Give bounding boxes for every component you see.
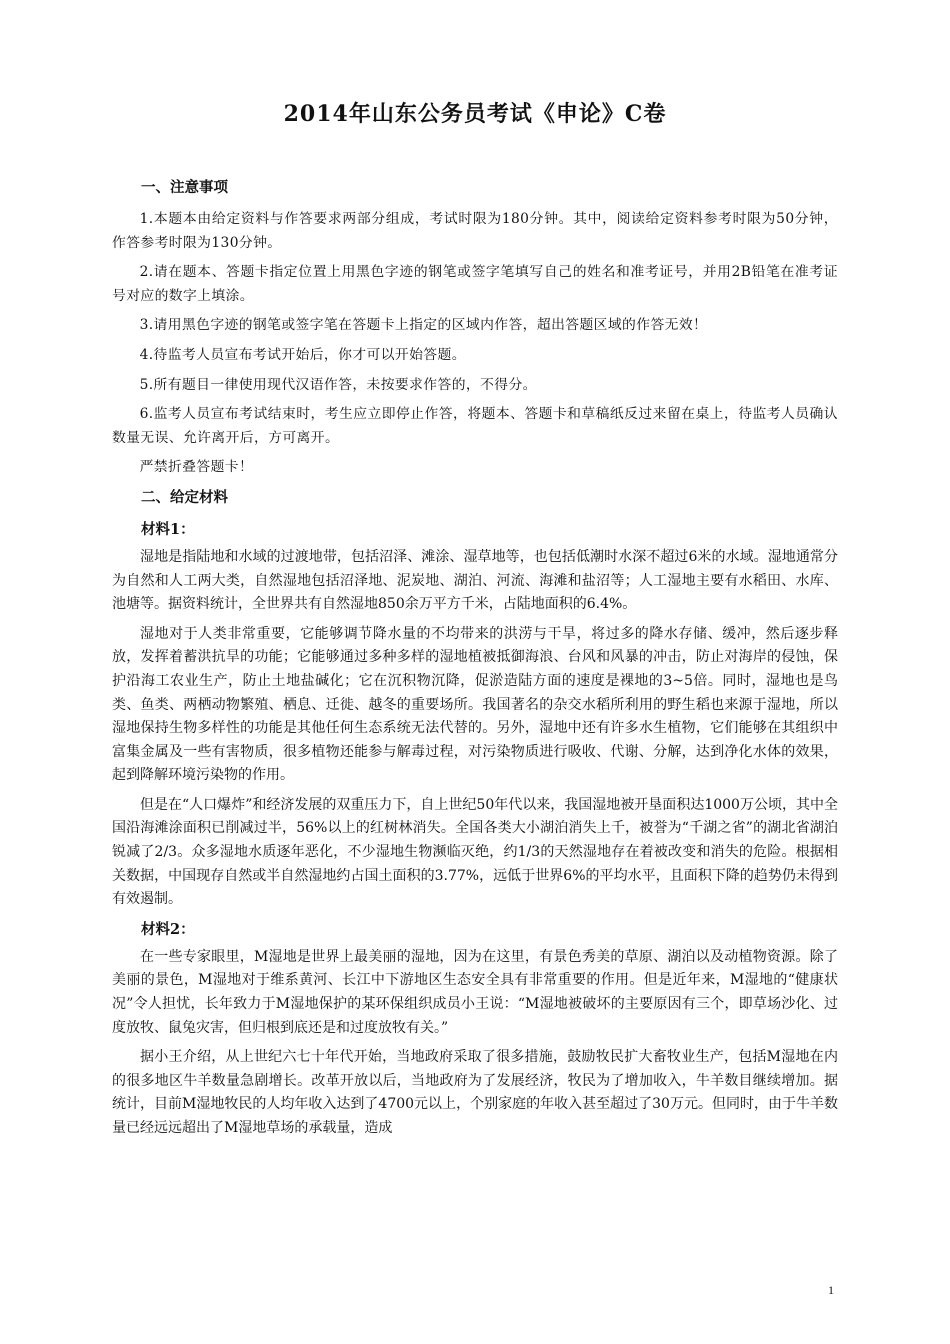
section-heading-notice: 一、注意事项 [141,179,228,196]
material-2-paragraph: 据小王介绍，从上世纪六七十年代开始，当地政府采取了很多措施，鼓励牧民扩大畜牧业生产，包括M湿地在内的很多地区牛羊数量急剧增长。改革开放以后，当地政府为了发展经济，牧民为了增加收入，牛羊数目继续增加。据统计，目前M湿地牧民的人均年收入达到了4700元以上，个别家庭的年收入甚至超过了30万元。但同时，由于牛羊数量已经远远超出了M湿地草场的承载量，造成 [112,1049,838,1136]
document-title: 2014年山东公务员考试《申论》C卷 [283,101,667,127]
section-heading-materials: 二、给定材料 [141,488,228,506]
materials-section [112,486,838,1141]
notice-item: 3.请用黑色字迹的钢笔或签字笔在答题卡上指定的区域内作答，超出答题区域的作答无效！ [139,317,708,334]
material-1-paragraph: 湿地是指陆地和水域的过渡地带，包括沼泽、滩涂、湿草地等，也包括低潮时水深不超过6米的水域。湿地通常分为自然和人工两大类，自然湿地包括沼泽地、泥炭地、湖泊、河流、海滩和盐沼等；人工湿地主要有水稻田、水库、池塘等。据资料统计，全世界共有自然湿地850余万平方千米，占陆地面积的6.4%。 [112,548,838,613]
material-1-label: 材料1： [141,520,195,538]
notice-item: 6.监考人员宣布考试结束时，考生应立即停止作答，将题本、答题卡和草稿纸反过来留在桌上，待监考人员确认数量无误、允许离开后，方可离开。 [112,406,838,446]
notice-item: 1.本题本由给定资料与作答要求两部分组成，考试时限为180分钟。其中，阅读给定资料参考时限为50分钟，作答参考时限为130分钟。 [112,211,838,251]
page-number: 1 [828,1283,834,1297]
document-page [112,98,838,1147]
material-2-label: 材料2： [141,920,195,938]
material-2-paragraph: 在一些专家眼里，M湿地是世界上最美丽的湿地，因为在这里，有景色秀美的草原、湖泊以及动植物资源。除了美丽的景色，M湿地对于维系黄河、长江中下游地区生态安全具有非常重要的作用。但是近年来，M湿地的“健康状况”令人担忧，长年致力于M湿地保护的某环保组织成员小王说：“M湿地被破坏的主要原因有三个，即草场沙化、过度放牧、鼠兔灾害，但归根到底还是和过度放牧有关。” [112,948,838,1036]
notice-item: 2.请在题本、答题卡指定位置上用黑色字迹的钢笔或签字笔填写自己的姓名和准考证号，并用2B铅笔在准考证号对应的数字上填涂。 [112,264,838,304]
material-1-paragraph: 但是在“人口爆炸”和经济发展的双重压力下，自上世纪50年代以来，我国湿地被开垦面积达1000万公顷，其中全国沿海滩涂面积已削减过半，56%以上的红树林消失。全国各类大小湖泊消失上千，被誉为“千湖之省”的湖北省湖泊锐减了2/3。众多湿地水质逐年恶化，不少湿地生物濒临灭绝，约1/3的天然湿地存在着被改变和消失的危险。根据相关数据，中国现存自然或半自然湿地约占国土面积的3.77%，远低于世界6%的平均水平，且面积下降的趋势仍未得到有效遏制。 [112,796,838,908]
material-1-paragraph: 湿地对于人类非常重要，它能够调节降水量的不均带来的洪涝与干旱，将过多的降水存储、缓冲，然后逐步释放，发挥着蓄洪抗旱的功能；它能够通过多种多样的湿地植被抵御海浪、台风和风暴的冲击，防止对海岸的侵蚀，保护沿海工农业生产，防止土地盐碱化；它在沉积物沉降，促淤造陆方面的速度是裸地的3~5倍。同时，湿地也是鸟类、鱼类、两栖动物繁殖、栖息、迁徙、越冬的重要场所。我国著名的杂交水稻所利用的野生稻也来源于湿地，所以湿地保持生物多样性的功能是其他任何生态系统无法代替的。另外，湿地中还有许多水生植物，它们能够在其组织中富集金属及一些有害物质，很多植物还能参与解毒过程，对污染物质进行吸收、代谢、分解，达到净化水体的效果，起到降解环境污染物的作用。 [112,625,838,784]
notice-section [112,176,838,480]
notice-item: 4.待监考人员宣布考试开始后，你才可以开始答题。 [139,346,466,363]
notice-warning: 严禁折叠答题卡！ [139,459,254,476]
notice-item: 5.所有题目一律使用现代汉语作答，未按要求作答的，不得分。 [139,376,537,393]
